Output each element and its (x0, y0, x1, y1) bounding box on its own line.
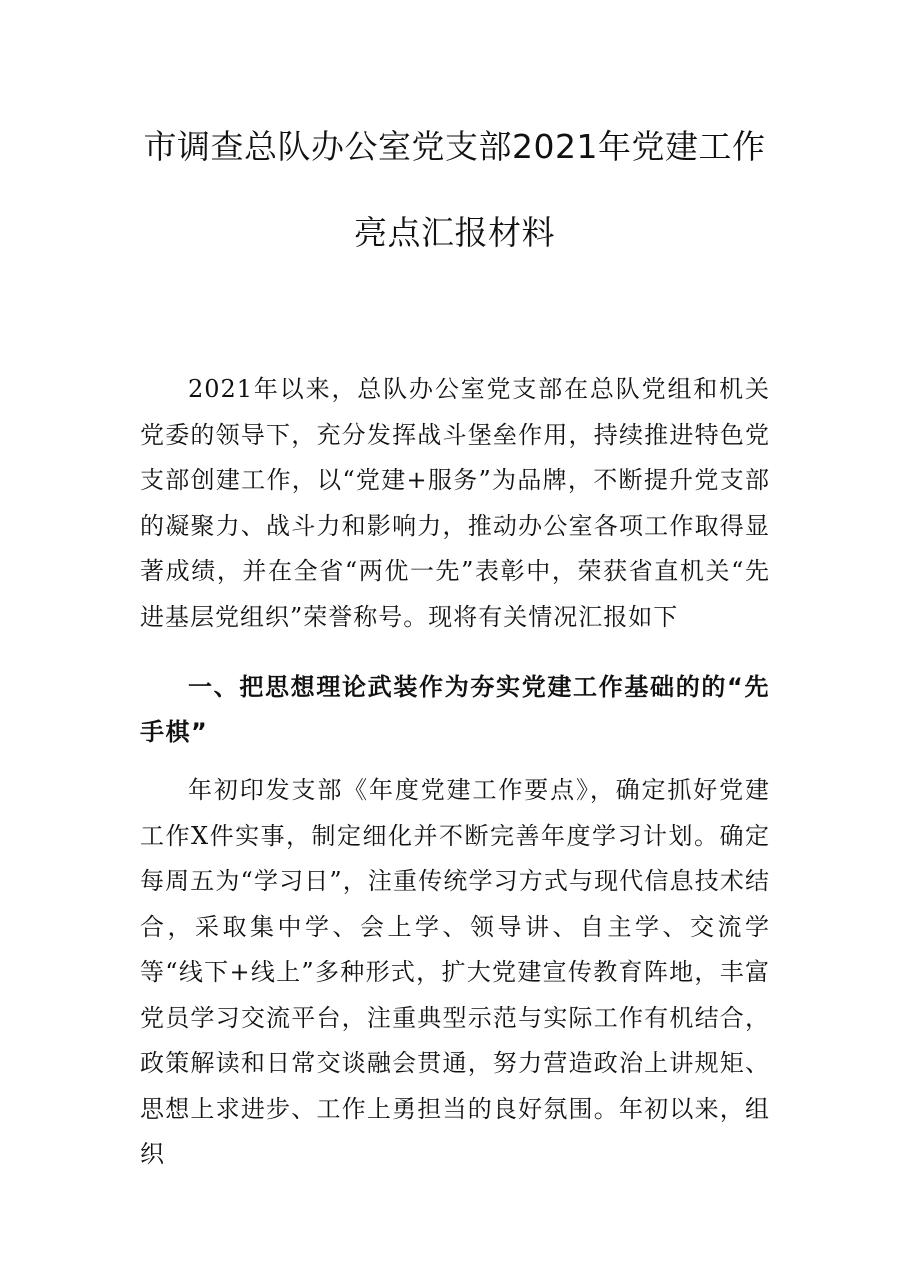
section-heading-1: 一、把思想理论武装作为夯实党建工作基础的的“先手棋” (140, 673, 770, 746)
document-title-line-1: 市调查总队办公室党支部2021年党建工作 (143, 127, 766, 166)
document-title-line-2: 亮点汇报材料 (354, 213, 555, 252)
section-1-paragraph: 年初印发支部《年度党建工作要点》，确定抓好党建工作X件实事，制定细化并不断完善年度学习计划。确定每周五为“学习日”，注重传统学习方式与现代信息技术结合，采取集中学、会上学、领导讲、自主学、交流学等“线下+线上”多种形式，扩大党建宣传教育阵地，丰富党员学习交流平台，注重典型示范与实际工作有机结合，政策解读和日常交谈融会贯通，努力营造政治上讲规矩、思想上求进步、工作上勇担当的良好氛围。年初以来，组织 (140, 776, 770, 1168)
intro-paragraph: 2021年以来，总队办公室党支部在总队党组和机关党委的领导下，充分发挥战斗堡垒作用，持续推进特色党支部创建工作，以“党建+服务”为品牌，不断提升党支部的凝聚力、战斗力和影响力，推动办公室各项工作取得显著成绩，并在全省“两优一先”表彰中，荣获省直机关“先进基层党组织”荣誉称号。现将有关情况汇报如下 (140, 375, 770, 631)
